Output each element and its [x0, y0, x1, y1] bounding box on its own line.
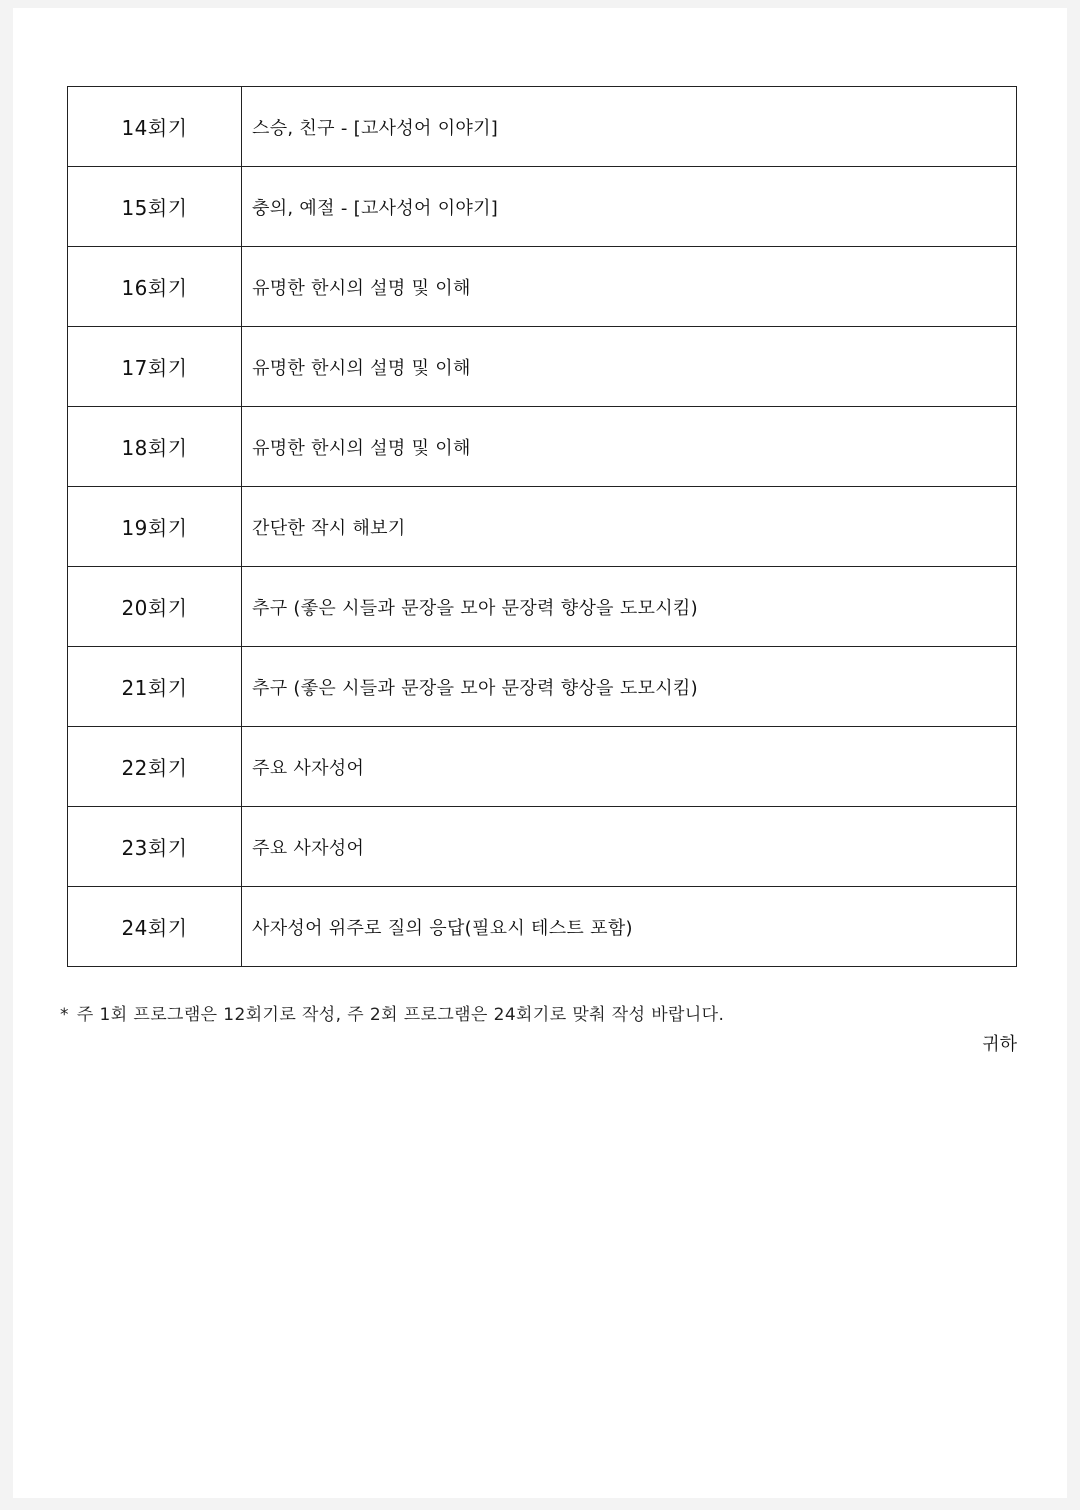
table-row [68, 487, 1017, 567]
session-cell: 18회기 [68, 407, 242, 487]
table-row [68, 407, 1017, 487]
table-row [68, 167, 1017, 247]
table-row [68, 87, 1017, 167]
session-cell: 23회기 [68, 807, 242, 887]
session-cell: 22회기 [68, 727, 242, 807]
topic-cell: 스승, 친구 - [고사성어 이야기] [242, 87, 1017, 167]
footnote [60, 1000, 724, 1025]
topic-cell: 사자성어 위주로 질의 응답(필요시 테스트 포함) [242, 887, 1017, 967]
topic-cell: 간단한 작시 해보기 [242, 487, 1017, 567]
topic-cell: 추구 (좋은 시들과 문장을 모아 문장력 향상을 도모시킴) [242, 567, 1017, 647]
topic-cell: 주요 사자성어 [242, 807, 1017, 887]
session-cell: 16회기 [68, 247, 242, 327]
table-row [68, 327, 1017, 407]
session-cell: 24회기 [68, 887, 242, 967]
schedule-table [67, 86, 1017, 967]
topic-cell: 주요 사자성어 [242, 727, 1017, 807]
session-cell: 21회기 [68, 647, 242, 727]
schedule-table-body [68, 87, 1017, 967]
topic-cell: 유명한 한시의 설명 및 이해 [242, 247, 1017, 327]
session-cell: 17회기 [68, 327, 242, 407]
session-cell: 19회기 [68, 487, 242, 567]
table-row [68, 807, 1017, 887]
table-row [68, 887, 1017, 967]
footnote-text: 주 1회 프로그램은 12회기로 작성, 주 2회 프로그램은 24회기로 맞춰 작성 바랍니다. [76, 1005, 725, 1025]
footnote-marker: * [60, 1005, 69, 1025]
table-row [68, 567, 1017, 647]
session-cell: 20회기 [68, 567, 242, 647]
session-cell: 15회기 [68, 167, 242, 247]
topic-cell: 충의, 예절 - [고사성어 이야기] [242, 167, 1017, 247]
table-row [68, 247, 1017, 327]
topic-cell: 추구 (좋은 시들과 문장을 모아 문장력 향상을 도모시킴) [242, 647, 1017, 727]
table-row [68, 727, 1017, 807]
recipient-honorific: 귀하 [982, 1034, 1017, 1055]
topic-cell: 유명한 한시의 설명 및 이해 [242, 327, 1017, 407]
session-cell: 14회기 [68, 87, 242, 167]
topic-cell: 유명한 한시의 설명 및 이해 [242, 407, 1017, 487]
table-row [68, 647, 1017, 727]
